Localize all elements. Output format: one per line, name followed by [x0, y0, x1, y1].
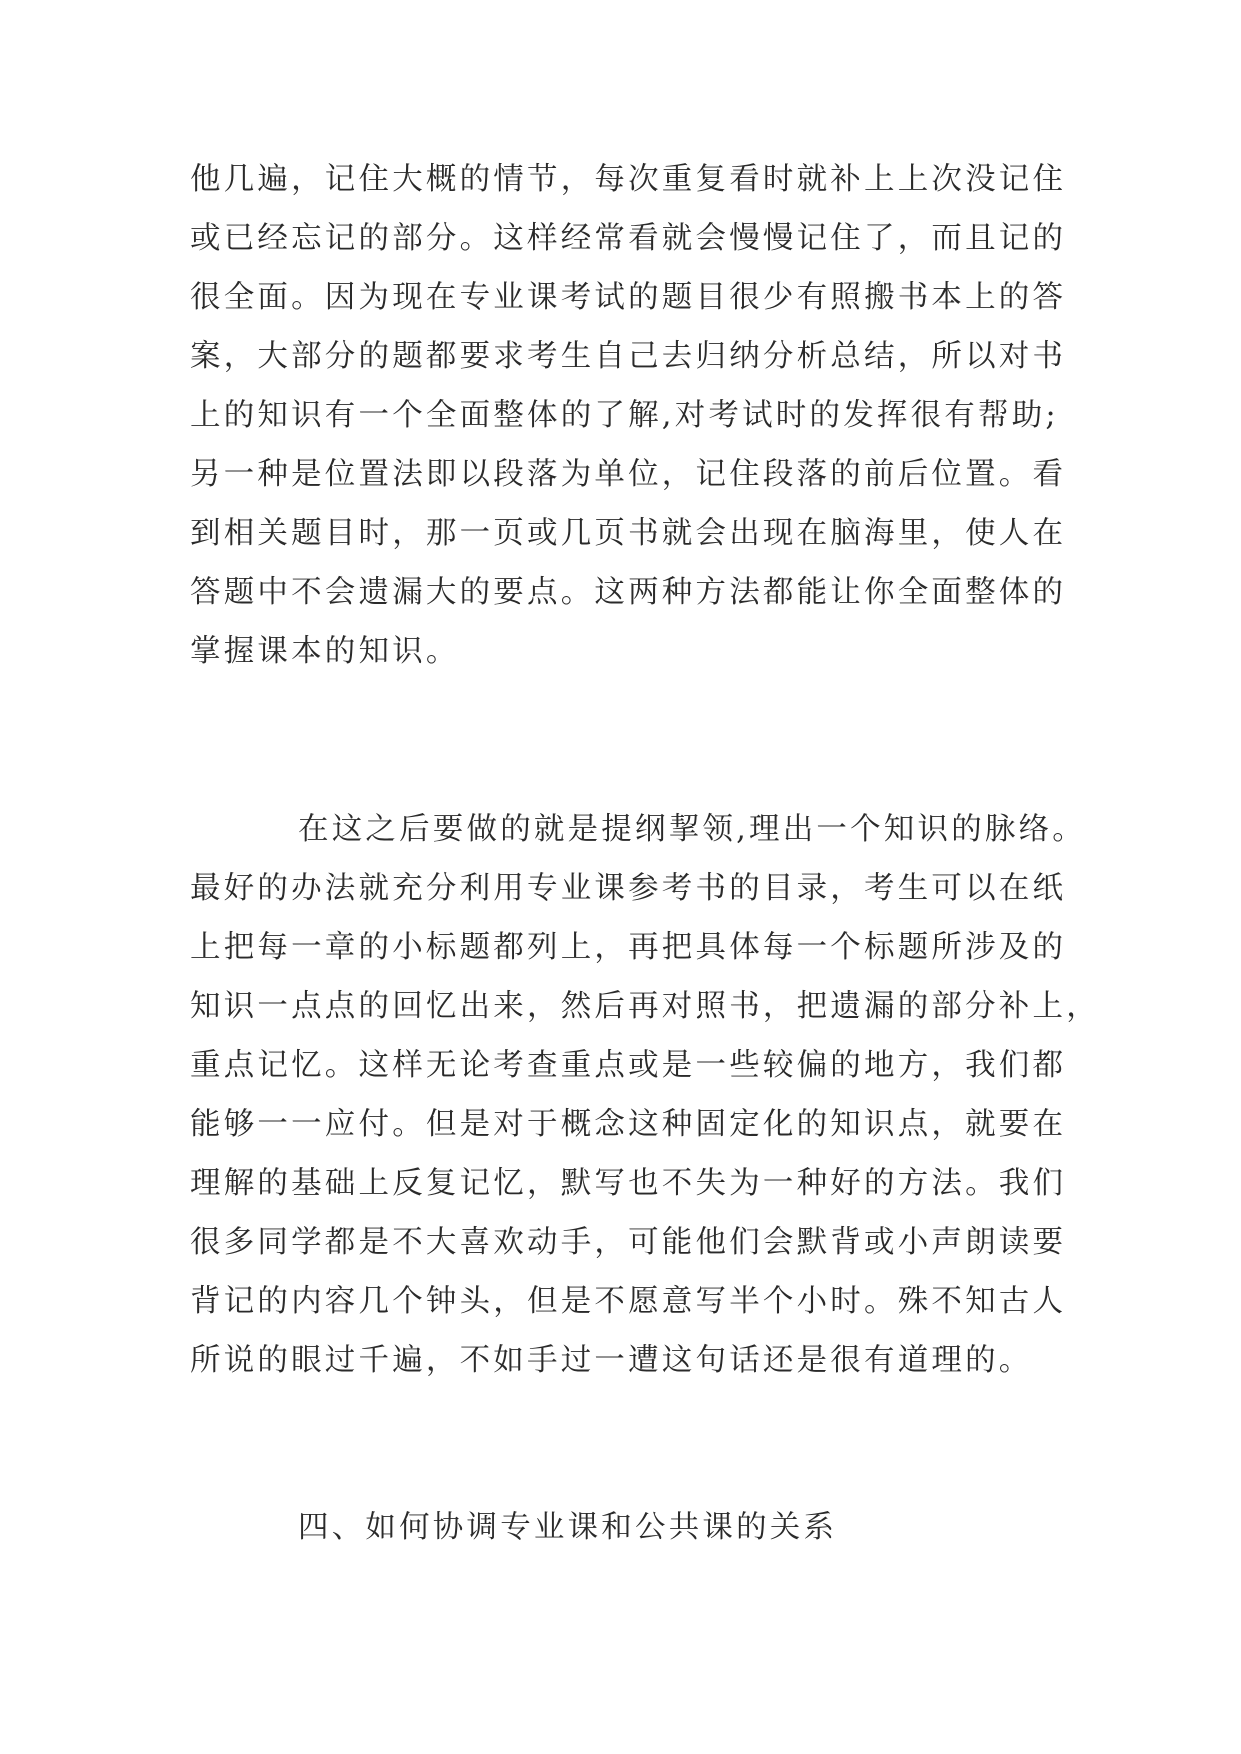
paragraph-line: 掌握课本的知识。	[190, 634, 460, 669]
paragraph-line: 知识一点点的回忆出来，然后再对照书，把遗漏的部分补上，	[190, 989, 1100, 1024]
paragraph-line: 他几遍，记住大概的情节，每次重复看时就补上上次没记住	[190, 162, 1067, 197]
paragraph-line: 案，大部分的题都要求考生自己去归纳分析总结，所以对书	[190, 339, 1067, 374]
paragraph-line: 重点记忆。这样无论考查重点或是一些较偏的地方，我们都	[190, 1048, 1067, 1083]
paragraph-line: 很多同学都是不大喜欢动手，可能他们会默背或小声朗读要	[190, 1225, 1067, 1260]
paragraph-line: 或已经忘记的部分。这样经常看就会慢慢记住了，而且记的	[190, 221, 1067, 256]
paragraph-line: 上把每一章的小标题都列上，再把具体每一个标题所涉及的	[190, 930, 1067, 965]
paragraph-line: 能够一一应付。但是对于概念这种固定化的知识点，就要在	[190, 1107, 1067, 1142]
paragraph-continuation	[190, 150, 1070, 681]
section-heading: 四、如何协调专业课和公共课的关系	[298, 1510, 838, 1545]
paragraph-line: 另一种是位置法即以段落为单位，记住段落的前后位置。看	[190, 457, 1067, 492]
paragraph-line: 答题中不会遗漏大的要点。这两种方法都能让你全面整体的	[190, 575, 1067, 610]
paragraph-line: 背记的内容几个钟头，但是不愿意写半个小时。殊不知古人	[190, 1284, 1067, 1319]
paragraph-line: 最好的办法就充分利用专业课参考书的目录，考生可以在纸	[190, 871, 1067, 906]
paragraph-line: 到相关题目时，那一页或几页书就会出现在脑海里，使人在	[190, 516, 1067, 551]
paragraph-outline	[190, 800, 1100, 1390]
paragraph-line: 很全面。因为现在专业课考试的题目很少有照搬书本上的答	[190, 280, 1067, 315]
paragraph-line: 上的知识有一个全面整体的了解,对考试时的发挥很有帮助;	[190, 398, 1059, 433]
paragraph-line: 所说的眼过千遍，不如手过一遭这句话还是很有道理的。	[190, 1343, 1033, 1378]
paragraph-line: 理解的基础上反复记忆，默写也不失为一种好的方法。我们	[190, 1166, 1067, 1201]
paragraph-first-line: 在这之后要做的就是提纲挈领,理出一个知识的脉络。	[298, 812, 1086, 847]
